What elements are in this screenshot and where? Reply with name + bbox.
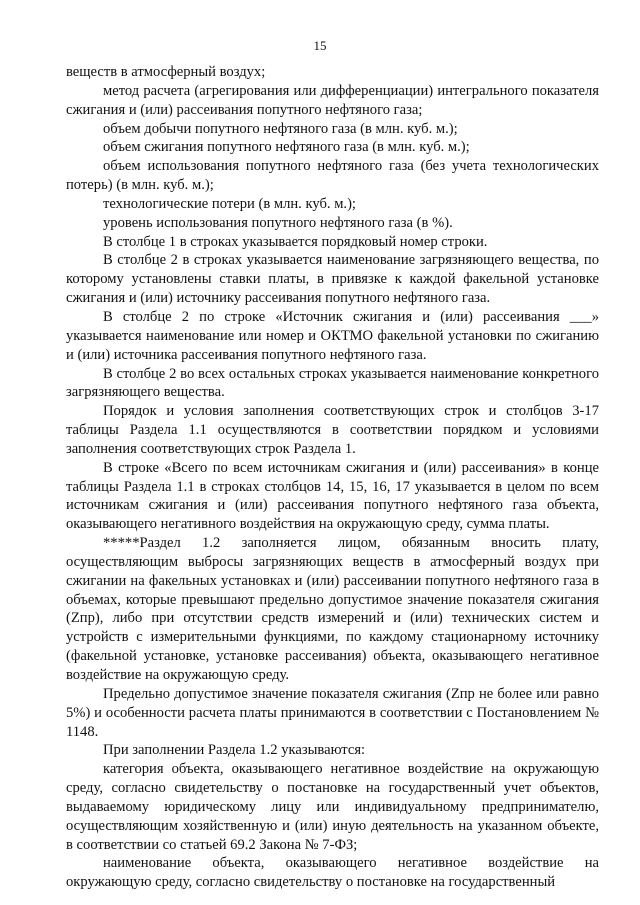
paragraph: объем использования попутного нефтяного газа (без учета технологических потерь) (в млн. куб. м.); <box>66 158 599 194</box>
paragraph: объем сжигания попутного нефтяного газа (в млн. куб. м.); <box>103 139 470 156</box>
page-number: 15 <box>313 38 327 53</box>
paragraph: В строке «Всего по всем источникам сжигания и (или) рассеивания» в конце таблицы Раздела 1.1 в строках столбцов 14, 15, 16, 17 указывается в целом по всем источникам сжигания и (или) рассеивания попутного нефтяного газа объекта, оказывающего негативного воздействия на окружающую среду, сумма платы. <box>66 459 599 533</box>
paragraph: В столбце 2 по строке «Источник сжигания и (или) рассеивания ___» указывается наименование или номер и ОКТМО факельной установки по сжиганию и (или) источника рассеивания попутного нефтяного газа. <box>66 308 599 363</box>
paragraph: объем добычи попутного нефтяного газа (в млн. куб. м.); <box>103 120 458 137</box>
paragraph: При заполнении Раздела 1.2 указываются: <box>103 742 366 759</box>
paragraph: веществ в атмосферный воздух; <box>66 64 266 80</box>
paragraph: уровень использования попутного нефтяного газа (в %). <box>103 214 453 231</box>
paragraph: В столбце 2 во всех остальных строках указывается наименование конкретного загрязняющего вещества. <box>66 365 599 401</box>
paragraph: В столбце 1 в строках указывается порядковый номер строки. <box>103 233 488 250</box>
paragraph: Предельно допустимое значение показателя сжигания (Zпр не более или равно 5%) и особенности расчета платы принимаются в соответствии с Постановлением № 1148. <box>66 685 599 740</box>
paragraph: метод расчета (агрегирования или дифференциации) интегрального показателя сжигания и (или) рассеивания попутного нефтяного газа; <box>66 82 599 118</box>
paragraph: технологические потери (в млн. куб. м.); <box>103 195 356 212</box>
document-body <box>66 63 599 892</box>
paragraph: категория объекта, оказывающего негативное воздействие на окружающую среду, согласно свидетельству о постановке на государственный учет объектов, выдаваемому юридическому лицу или индивидуальному предпринимателю, осуществляющим хозяйственную и (или) иную деятельность на указанном объекте, в соответствии со статьей 69.2 Закона № 7-ФЗ; <box>66 761 599 853</box>
paragraph: В столбце 2 в строках указывается наименование загрязняющего вещества, по которому установлены ставки платы, в привязке к каждой факельной установке сжигания и (или) источнику рассеивания попутного нефтяного газа. <box>66 252 599 307</box>
paragraph: наименование объекта, оказывающего негативное воздействие на окружающую среду, согласно свидетельству о постановке на государственный <box>66 855 599 891</box>
paragraph: *****Раздел 1.2 заполняется лицом, обязанным вносить плату, осуществляющим выбросы загрязняющих веществ в атмосферный воздух при сжигании на факельных установках и (или) рассеивании попутного нефтяного газа в объемах, которые превышают предельно допустимое значение показателя сжигания (Zпр), либо при отсутствии средств измерений и (или) технических систем и устройств с измерительными функциями, по каждому стационарному источнику (факельной установке, установке рассеивания) объекта, оказывающего негативное воздействие на окружающую среду. <box>66 535 599 683</box>
paragraph: Порядок и условия заполнения соответствующих строк и столбцов 3-17 таблицы Раздела 1.1 осуществляются в соответствии порядком и условиями заполнения соответствующих строк Раздела 1. <box>66 403 599 457</box>
